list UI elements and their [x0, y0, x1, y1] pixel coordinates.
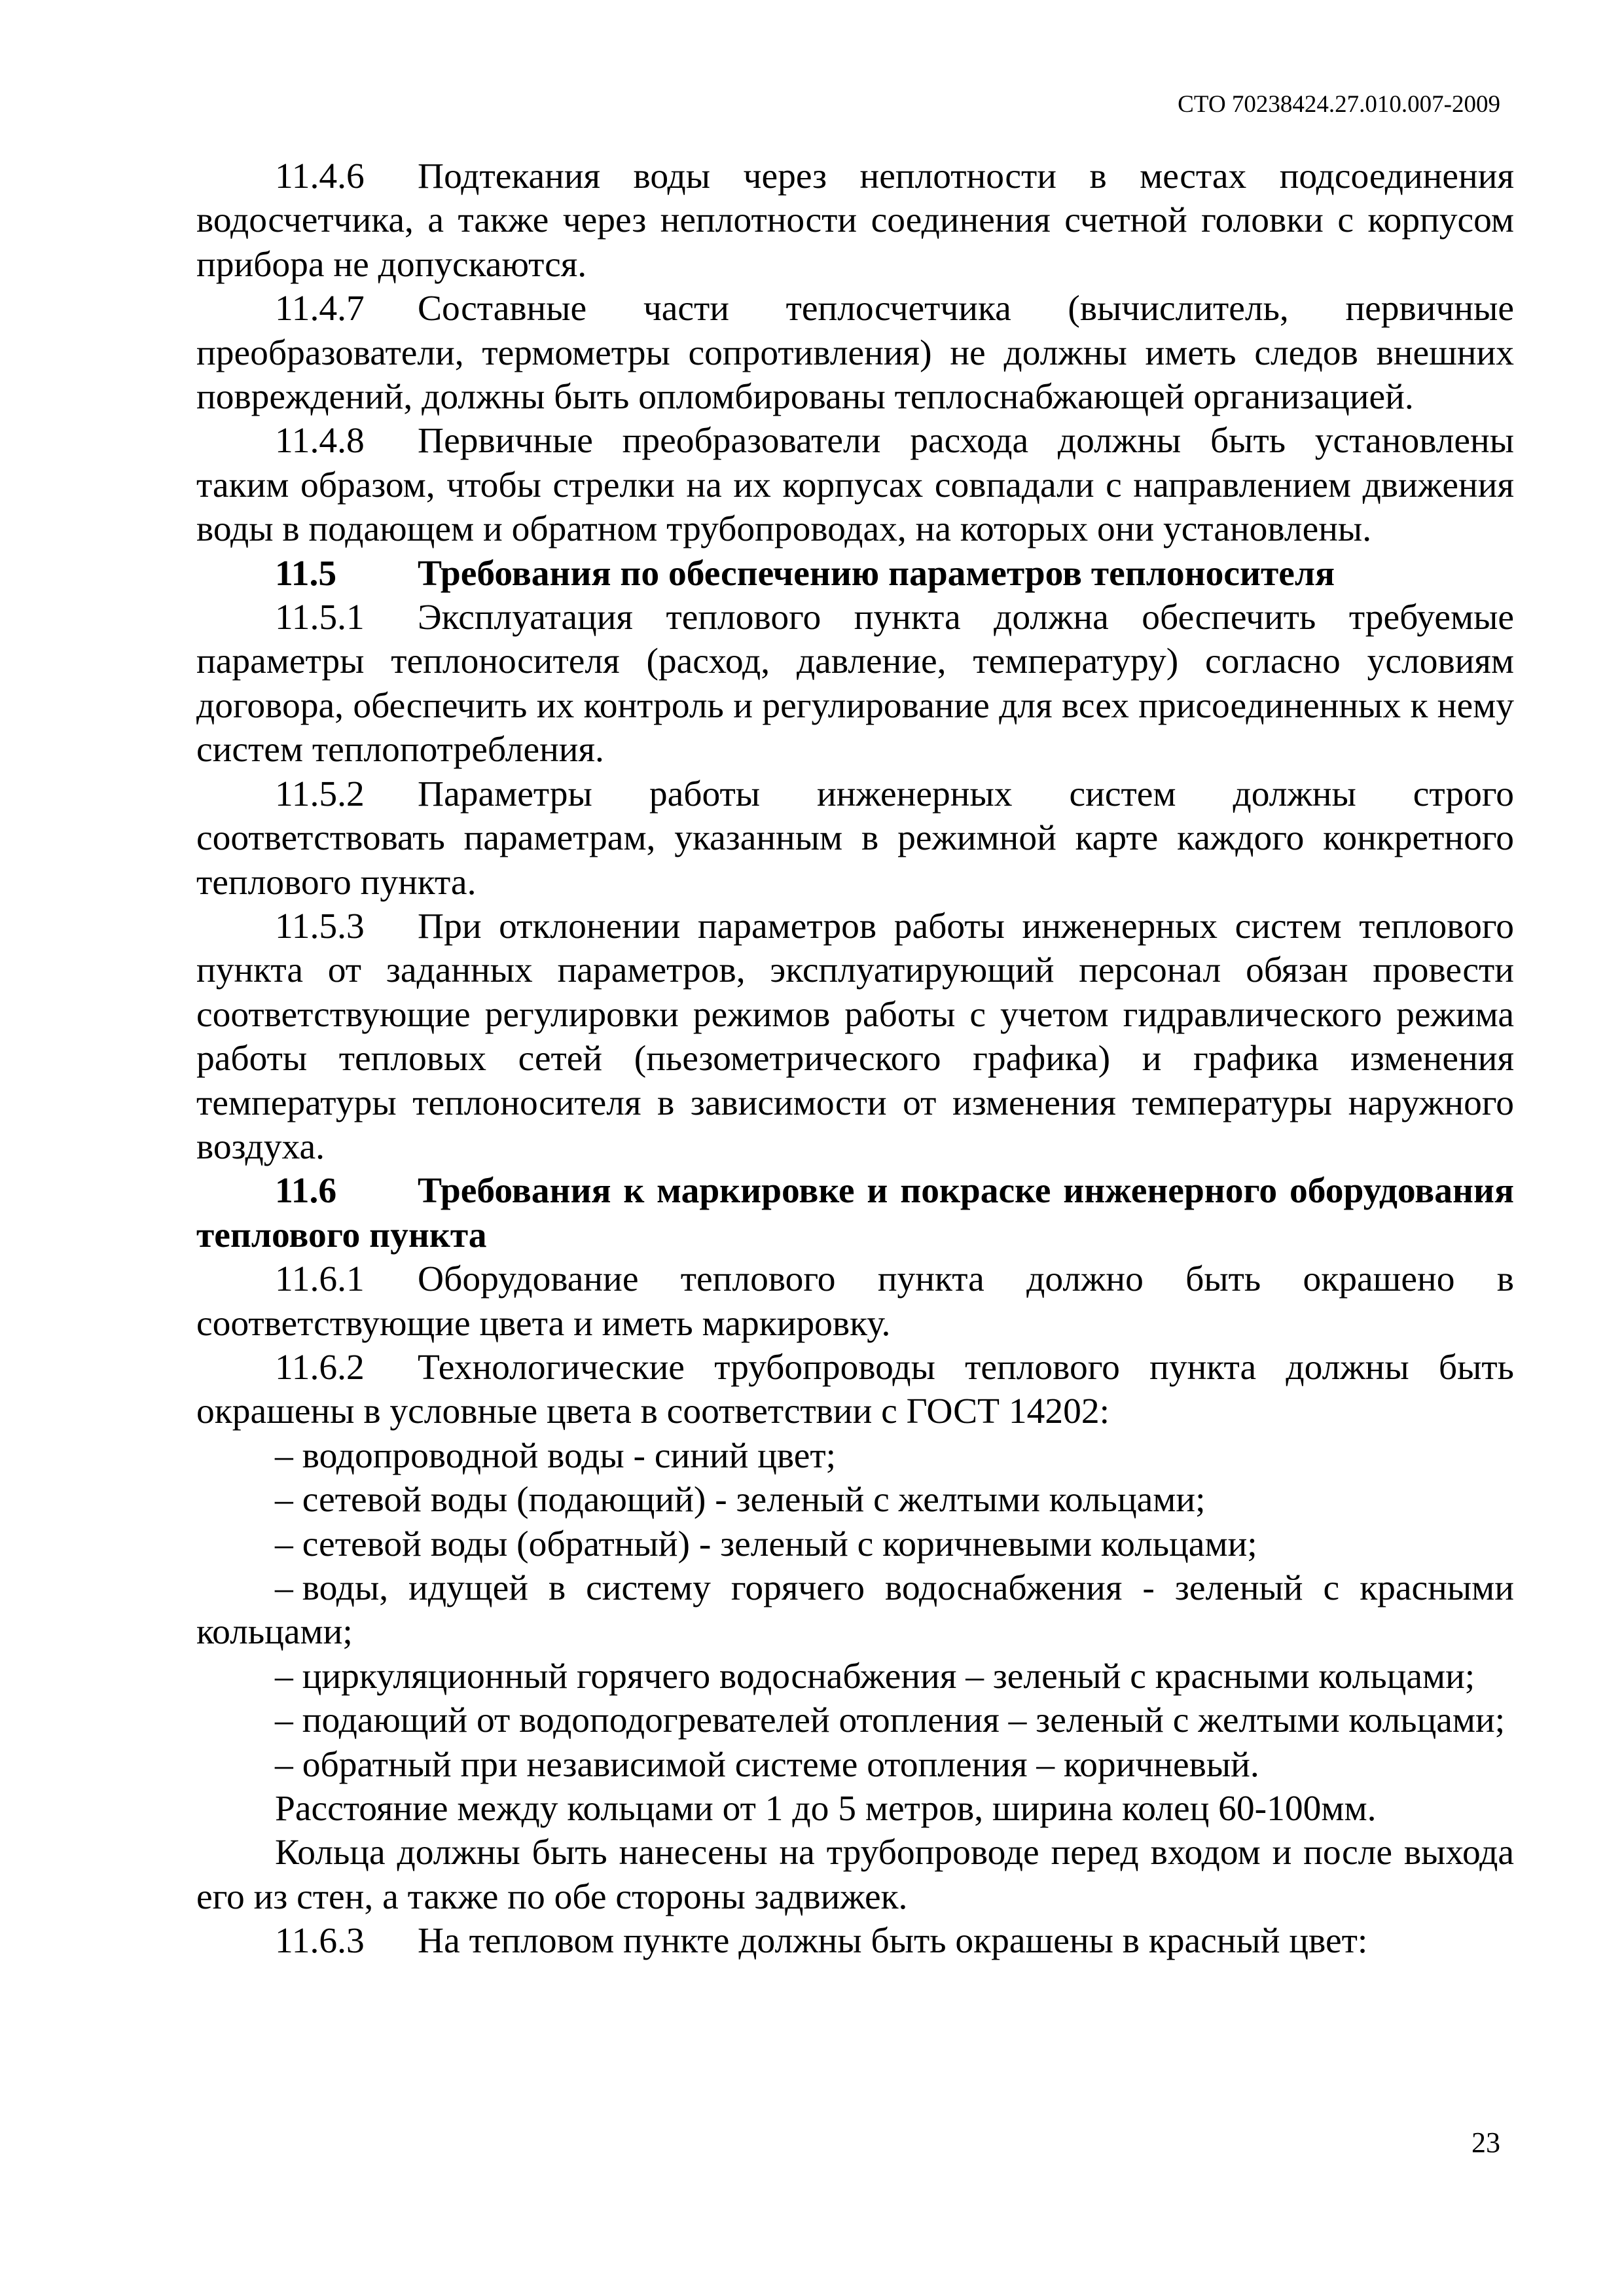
list-dash: – [275, 1656, 293, 1696]
list-dash: – [275, 1480, 293, 1520]
section-number: 11.5 [275, 553, 337, 594]
body-paragraph-ring-placement: Кольца должны быть нанесены на трубопроводе перед входом и после выхода его из стен, а также по обе стороны задвижек. [196, 1833, 1514, 1917]
list-dash: – [275, 1744, 293, 1785]
clause-text: Подтекания воды через неплотности в местах подсоединения водосчетчика, а также через неплотности соединения счетной головки с корпусом прибора не допускаются. [196, 156, 1514, 285]
section-heading-11-6 [196, 1169, 1514, 1257]
list-dash: – [275, 1568, 293, 1608]
list-item [196, 1566, 1514, 1655]
clause-text: На тепловом пункте должны быть окрашены в красный цвет: [418, 1921, 1368, 1962]
list-dash: – [275, 1524, 293, 1564]
clause-number: 11.4.8 [275, 421, 365, 461]
list-item-text: обратный при независимой системе отопления – коричневый. [302, 1744, 1259, 1785]
document-code: СТО 70238424.27.010.007-2009 [1178, 91, 1500, 118]
clause-text: Первичные преобразователи расхода должны быть установлены таким образом, чтобы стрелки на их корпусах совпадали с направлением движения воды в подающем и обратном трубопроводах, на которых они установлены. [196, 421, 1514, 550]
clause-11-4-8 [196, 419, 1514, 551]
clause-number: 11.4.6 [275, 156, 365, 196]
clause-11-6-3 [196, 1919, 1514, 1963]
list-item [196, 1743, 1514, 1787]
list-item [196, 1655, 1514, 1698]
list-item-text: сетевой воды (подающий) - зеленый с желтыми кольцами; [302, 1480, 1206, 1520]
clause-11-5-2 [196, 772, 1514, 905]
body-paragraph-ring-spacing: Расстояние между кольцами от 1 до 5 метров, ширина колец 60-100мм. [275, 1789, 1377, 1829]
list-dash: – [275, 1700, 293, 1741]
clause-text: Параметры работы инженерных систем должны строго соответствовать параметрам, указанным в режимной карте каждого конкретного теплового пункта. [196, 774, 1514, 903]
clause-11-5-3 [196, 905, 1514, 1169]
list-item-text: подающий от водоподогревателей отопления – зеленый с желтыми кольцами; [302, 1700, 1506, 1741]
clause-text: Составные части теплосчетчика (вычислитель, первичные преобразователи, термометры сопротивления) не должны иметь следов внешних повреждений, должны быть опломбированы теплоснабжающей организацией. [196, 289, 1514, 418]
clause-11-6-2 [196, 1346, 1514, 1434]
clause-11-6-1 [196, 1257, 1514, 1346]
clause-number: 11.6.2 [275, 1347, 365, 1388]
clause-number: 11.5.3 [275, 906, 365, 946]
clause-text: Технологические трубопроводы теплового пункта должны быть окрашены в условные цвета в соответствии с ГОСТ 14202: [196, 1347, 1514, 1432]
list-item-text: воды, идущей в систему горячего водоснабжения - зеленый с красными кольцами; [196, 1568, 1514, 1653]
clause-11-4-7 [196, 287, 1514, 419]
clause-11-5-1 [196, 596, 1514, 772]
clause-number: 11.5.1 [275, 598, 365, 638]
section-title: Требования по обеспечению параметров теплоносителя [418, 553, 1335, 594]
clause-text: Оборудование теплового пункта должно быть окрашено в соответствующие цвета и иметь маркировку. [196, 1259, 1514, 1344]
clause-11-4-6 [196, 154, 1514, 287]
list-item [196, 1434, 1514, 1478]
list-item-text: циркуляционный горячего водоснабжения – зеленый с красными кольцами; [302, 1656, 1475, 1696]
clause-number: 11.6.1 [275, 1259, 365, 1300]
list-item-text: сетевой воды (обратный) - зеленый с коричневыми кольцами; [302, 1524, 1257, 1564]
section-heading-11-5 [196, 552, 1514, 596]
list-item [196, 1478, 1514, 1522]
clause-number: 11.4.7 [275, 289, 365, 329]
clause-text: Эксплуатация теплового пункта должна обеспечить требуемые параметры теплоносителя (расход, давление, температуру) согласно условиям договора, обеспечить их контроль и регулирование для всех присоединенных к нему систем теплопотребления. [196, 598, 1514, 770]
clause-number: 11.6.3 [275, 1921, 365, 1962]
list-item [196, 1522, 1514, 1566]
list-item [196, 1698, 1514, 1742]
document-body [196, 154, 1514, 1964]
page-number: 23 [1471, 2126, 1500, 2159]
list-dash: – [275, 1435, 293, 1476]
clause-number: 11.5.2 [275, 774, 365, 814]
list-item-text: водопроводной воды - синий цвет; [302, 1435, 837, 1476]
section-title: Требования к маркировке и покраске инженерного оборудования теплового пункта [196, 1171, 1514, 1255]
section-number: 11.6 [275, 1171, 337, 1211]
clause-text: При отклонении параметров работы инженерных систем теплового пункта от заданных параметров, эксплуатирующий персонал обязан провести соответствующие регулировки режимов работы с учетом гидравлического режима работы тепловых сетей (пьезометрического графика) и графика изменения температуры теплоносителя в зависимости от изменения температуры наружного воздуха. [196, 906, 1514, 1167]
